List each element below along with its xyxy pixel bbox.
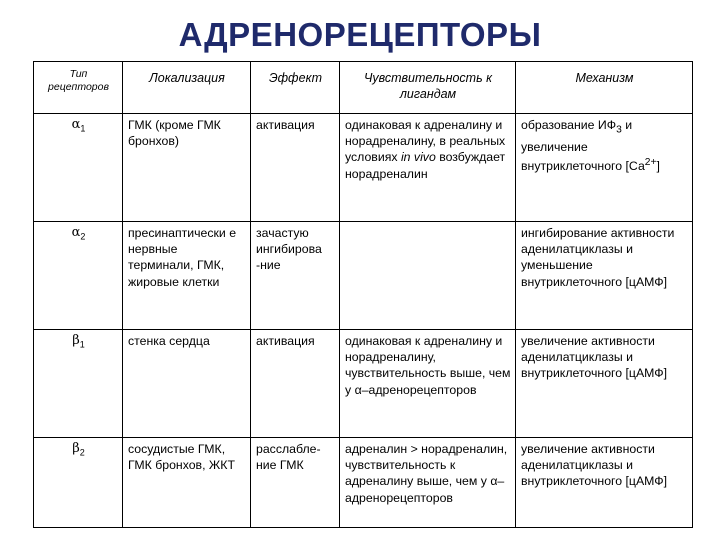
header-effect: Эффект bbox=[251, 62, 340, 114]
adrenoreceptor-table bbox=[33, 61, 693, 528]
header-row bbox=[34, 62, 693, 114]
effect-cell: активация bbox=[251, 114, 340, 222]
mechanism-cell: образование $ИФ_3$ и увеличение внутриклеточного $[Са^{2+}]$ bbox=[516, 114, 693, 222]
receptor-type-alpha2: $\alpha_2$ bbox=[34, 222, 123, 330]
localization-cell: ГМК (кроме ГМК бронхов) bbox=[123, 114, 251, 222]
localization-cell: стенка сердца bbox=[123, 330, 251, 438]
sensitivity-cell: одинаковая к адреналину и норадреналину, чувствительность выше, чем у α–адренорецепторов bbox=[340, 330, 516, 438]
header-sensitivity: Чувствительность к лигандам bbox=[340, 62, 516, 114]
receptor-type-alpha1: $\alpha_1$ bbox=[34, 114, 123, 222]
effect-cell: активация bbox=[251, 330, 340, 438]
effect-cell: расслабле-ние ГМК bbox=[251, 438, 340, 528]
receptor-type-beta2: $\beta_2$ bbox=[34, 438, 123, 528]
mechanism-cell: увеличение активности аденилатциклазы и внутриклеточного [цАМФ] bbox=[516, 438, 693, 528]
page-title: АДРЕНОРЕЦЕПТОРЫ bbox=[178, 16, 542, 53]
table-row bbox=[34, 330, 693, 438]
header-mechanism: Механизм bbox=[516, 62, 693, 114]
sensitivity-cell: одинаковая к адреналину и норадреналину, в реальных условиях in vivo возбуждает норадреналин bbox=[340, 114, 516, 222]
table-row bbox=[34, 438, 693, 528]
mechanism-cell: ингибирование активности аденилатциклазы и уменьшение внутриклеточного [цАМФ] bbox=[516, 222, 693, 330]
localization-cell: пресинаптически е нервные терминали, ГМК, жировые клетки bbox=[123, 222, 251, 330]
sensitivity-cell: адреналин > норадреналин, чувствительность к адреналину выше, чем у α–адренорецепторов bbox=[340, 438, 516, 528]
table-row bbox=[34, 114, 693, 222]
header-localization: Локализация bbox=[123, 62, 251, 114]
localization-cell: сосудистые ГМК, ГМК бронхов, ЖКТ bbox=[123, 438, 251, 528]
header-type: Тип рецепторов bbox=[34, 62, 123, 114]
sensitivity-cell bbox=[340, 222, 516, 330]
mechanism-cell: увеличение активности аденилатциклазы и внутриклеточного [цАМФ] bbox=[516, 330, 693, 438]
receptor-type-beta1: $\beta_1$ bbox=[34, 330, 123, 438]
effect-cell: зачастую ингибирова -ние bbox=[251, 222, 340, 330]
table-row bbox=[34, 222, 693, 330]
